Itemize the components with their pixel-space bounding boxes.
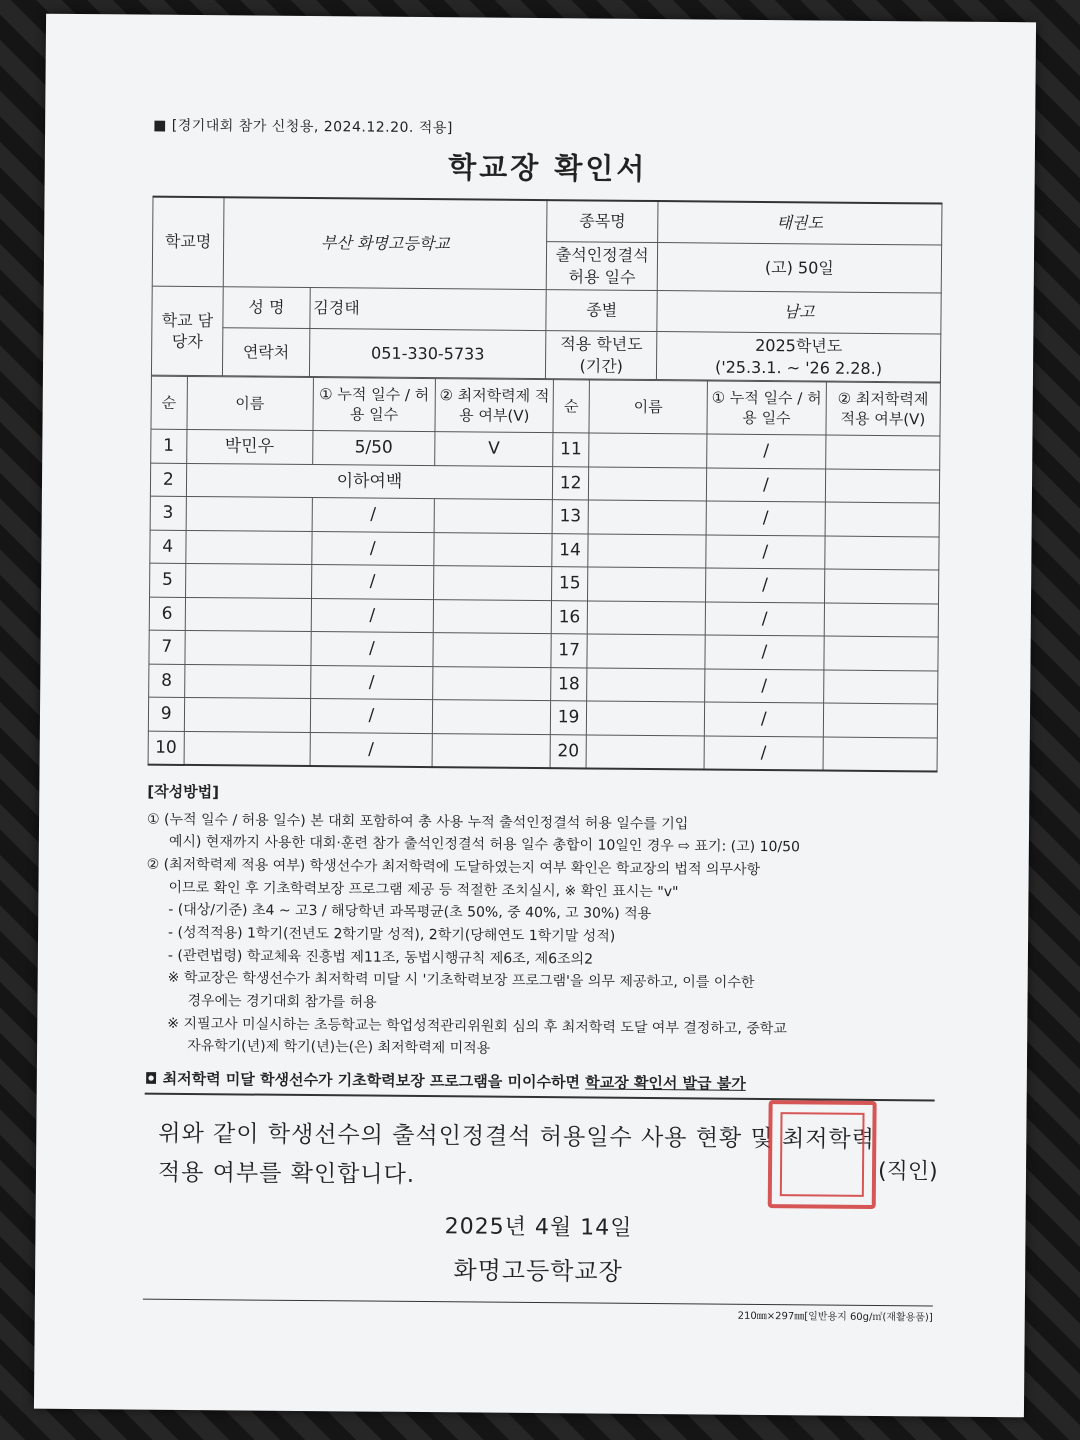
row-number: 15 bbox=[552, 567, 588, 601]
instruction-line: ※ 지필고사 미실시하는 초등학교는 학업성적관리위원회 심의 후 최저학력 도달 여부 결정하고, 중학교 bbox=[167, 1015, 787, 1037]
athlete-name bbox=[184, 664, 311, 699]
name-label: 성 명 bbox=[223, 287, 310, 329]
athlete-name bbox=[586, 701, 705, 736]
principal-title: 화명고등학교장 bbox=[453, 1256, 623, 1287]
row-number: 19 bbox=[551, 701, 587, 735]
days-used: / bbox=[705, 669, 824, 704]
sport-value: 태권도 bbox=[658, 201, 942, 245]
row-number: 11 bbox=[553, 433, 589, 467]
athlete-name bbox=[185, 597, 312, 632]
page-title: 학교장 확인서 bbox=[448, 150, 648, 186]
notice-line bbox=[145, 1068, 935, 1102]
athlete-name bbox=[587, 634, 706, 669]
days-used: / bbox=[707, 468, 826, 503]
athlete-name bbox=[184, 698, 311, 733]
row-number: 2 bbox=[150, 463, 186, 497]
col-name-header: 이름 bbox=[186, 377, 313, 431]
issue-date: 2025년 4월 14일 bbox=[444, 1214, 633, 1242]
gender-value: 남고 bbox=[657, 291, 941, 334]
instructions-title: [작성방법] bbox=[147, 782, 220, 802]
row-number: 17 bbox=[551, 634, 587, 668]
notice-underline: 학교장 확인서 발급 불가 bbox=[585, 1073, 746, 1093]
min-academic-check bbox=[824, 603, 939, 637]
min-academic-check bbox=[432, 700, 551, 735]
instruction-line: - (성적적용) 1학기(전년도 2학기말 성적), 2학기(당해연도 1학기말 성적) bbox=[168, 924, 616, 945]
min-academic-check: V bbox=[435, 432, 554, 467]
manager-label: 학교 담당자 bbox=[151, 286, 223, 376]
row-number: 4 bbox=[150, 530, 186, 564]
seal-inner-border bbox=[780, 1112, 865, 1197]
days-value: (고) 50일 bbox=[657, 243, 941, 294]
year-period: ('25.3.1. ~ '26 2.28.) bbox=[714, 357, 883, 378]
days-used: / bbox=[311, 632, 434, 667]
col-days-header: ① 누적 일수 / 허용 일수 bbox=[313, 378, 436, 432]
min-academic-check bbox=[824, 536, 939, 570]
athlete-name bbox=[588, 500, 707, 535]
col-min-header: ② 최저학력제 적용 여부(V) bbox=[435, 379, 554, 433]
gender-label: 종별 bbox=[546, 290, 657, 332]
min-academic-check bbox=[432, 733, 551, 768]
instruction-line: ① (누적 일수 / 허용 일수) 본 대회 포함하여 총 사용 누적 출석인정결석 허용 일수를 기입 bbox=[147, 811, 689, 833]
row-number: 8 bbox=[149, 664, 185, 698]
instruction-line: - (대상/기준) 초4 ~ 고3 / 해당학년 과목평균(초 50%, 중 40%, 고 30%) 적용 bbox=[168, 902, 652, 923]
min-academic-check bbox=[823, 737, 938, 772]
athlete-name bbox=[588, 534, 707, 569]
min-academic-check bbox=[825, 502, 940, 536]
table-row bbox=[148, 731, 937, 772]
athlete-name bbox=[184, 731, 311, 766]
min-academic-check bbox=[823, 636, 938, 670]
instruction-line: 자유학기(년)제 학기(년)는(은) 최저학력제 미적용 bbox=[187, 1038, 491, 1058]
row-number: 1 bbox=[151, 430, 187, 464]
days-used: / bbox=[310, 699, 433, 734]
instruction-line: ※ 학교장은 학생선수가 최저학력 미달 시 '기초학력보장 프로그램'을 의무 제공하고, 이를 이수한 bbox=[167, 970, 755, 992]
athlete-name bbox=[185, 530, 312, 565]
min-academic-check bbox=[823, 670, 938, 704]
days-used: / bbox=[312, 498, 435, 533]
athlete-name bbox=[588, 467, 707, 502]
min-academic-check bbox=[433, 633, 552, 668]
athlete-name bbox=[186, 497, 313, 532]
athlete-name bbox=[589, 433, 708, 468]
sport-label: 종목명 bbox=[547, 200, 658, 242]
school-value: 부산 화명고등학교 bbox=[223, 197, 547, 290]
row-number: 6 bbox=[149, 597, 185, 631]
row-number: 5 bbox=[150, 564, 186, 598]
min-academic-check bbox=[824, 569, 939, 603]
table-header-row bbox=[151, 377, 940, 437]
col-no-header-2: 순 bbox=[553, 380, 589, 433]
days-used: / bbox=[706, 501, 825, 536]
athlete-name: 박민우 bbox=[186, 430, 313, 465]
days-used: / bbox=[706, 568, 825, 603]
days-label: 출석인정결석 허용 일수 bbox=[547, 242, 658, 291]
row-number: 3 bbox=[150, 497, 186, 531]
name-value: 김경태 bbox=[310, 288, 547, 331]
table-body bbox=[148, 430, 940, 772]
notice-text: ◘ 최저학력 미달 학생선수가 기초학력보장 프로그램을 미이수하면 bbox=[144, 1069, 581, 1092]
days-used: / bbox=[705, 602, 824, 637]
min-academic-check bbox=[434, 499, 553, 534]
closing-line-1: 위와 같이 학생선수의 출석인정결석 허용일수 사용 현황 및 최저학력 bbox=[158, 1120, 876, 1154]
days-used: / bbox=[704, 736, 823, 771]
min-academic-check bbox=[434, 566, 553, 601]
days-used: / bbox=[312, 531, 435, 566]
days-used: / bbox=[707, 434, 826, 469]
row-number: 20 bbox=[550, 735, 586, 769]
row-number: 9 bbox=[148, 698, 184, 732]
form-tag: ■ [경기대회 참가 신청용, 2024.12.20. 적용] bbox=[153, 117, 453, 137]
info-table bbox=[151, 196, 943, 383]
row-number: 18 bbox=[551, 668, 587, 702]
days-used: / bbox=[311, 565, 434, 600]
row-number: 14 bbox=[552, 534, 588, 568]
school-label: 학교명 bbox=[152, 197, 224, 287]
days-used: / bbox=[310, 665, 433, 700]
min-academic-check bbox=[434, 532, 553, 567]
blank-remainder-note: 이하여백 bbox=[186, 463, 553, 500]
instruction-line: ② (최저학력제 적용 여부) 학생선수가 최저학력에 도달하였는지 여부 확인은 학교장의 법적 의무사항 bbox=[146, 856, 761, 878]
instructions bbox=[145, 780, 937, 1065]
row-number: 10 bbox=[148, 731, 184, 765]
col-name-header-2: 이름 bbox=[589, 380, 708, 434]
days-used: / bbox=[310, 732, 433, 767]
row-number: 16 bbox=[552, 601, 588, 635]
days-used: 5/50 bbox=[312, 431, 435, 466]
min-academic-check bbox=[823, 703, 938, 737]
year-label: 적용 학년도 (기간) bbox=[546, 331, 657, 380]
athlete-name bbox=[185, 564, 312, 599]
instruction-line: - (관련법령) 학교체육 진흥법 제11조, 동법시행규칙 제6조, 제6조의2 bbox=[167, 947, 594, 968]
year-cell bbox=[656, 332, 940, 383]
paper-spec: 210㎜×297㎜[일반용지 60g/㎡(재활용품)] bbox=[737, 1311, 933, 1324]
row-number: 13 bbox=[552, 500, 588, 534]
contact-value: 051-330-5733 bbox=[309, 329, 546, 379]
col-no-header: 순 bbox=[151, 377, 187, 430]
days-used: / bbox=[705, 702, 824, 737]
official-seal-icon bbox=[768, 1100, 877, 1209]
instruction-line: 이므로 확인 후 기초학력보장 프로그램 제공 등 적절한 조치실시, ※ 확인 표시는 "v" bbox=[168, 879, 679, 900]
year-value: 2025학년도 bbox=[755, 336, 843, 356]
days-used: / bbox=[705, 635, 824, 670]
days-used: / bbox=[706, 535, 825, 570]
min-academic-check bbox=[825, 469, 940, 503]
instruction-line: 예시) 현재까지 사용한 대회·훈련 참가 출석인정결석 허용 일수 총합이 10일인 경우 ⇨ 표기: (고) 10/50 bbox=[168, 834, 801, 856]
row-number: 12 bbox=[553, 467, 589, 501]
col-days-header-2: ① 누적 일수 / 허용 일수 bbox=[707, 381, 826, 435]
athlete-name bbox=[586, 735, 705, 770]
athlete-table bbox=[148, 376, 941, 773]
days-used: / bbox=[311, 598, 434, 633]
athlete-name bbox=[587, 567, 706, 602]
closing-line-2: 적용 여부를 확인합니다. bbox=[157, 1159, 416, 1189]
row-number: 7 bbox=[149, 631, 185, 665]
min-academic-check bbox=[825, 435, 940, 469]
athlete-name bbox=[184, 631, 311, 666]
contact-label: 연락처 bbox=[222, 328, 309, 377]
document-paper bbox=[34, 14, 1036, 1418]
min-academic-check bbox=[433, 599, 552, 634]
instruction-line: 경우에는 경기대회 참가를 허용 bbox=[187, 993, 377, 1011]
min-academic-check bbox=[433, 666, 552, 701]
seal-label: (직인) bbox=[877, 1159, 938, 1185]
athlete-name bbox=[586, 668, 705, 703]
athlete-name bbox=[587, 601, 706, 636]
col-min-header-2: ② 최저학력제 적용 여부(V) bbox=[826, 382, 941, 436]
